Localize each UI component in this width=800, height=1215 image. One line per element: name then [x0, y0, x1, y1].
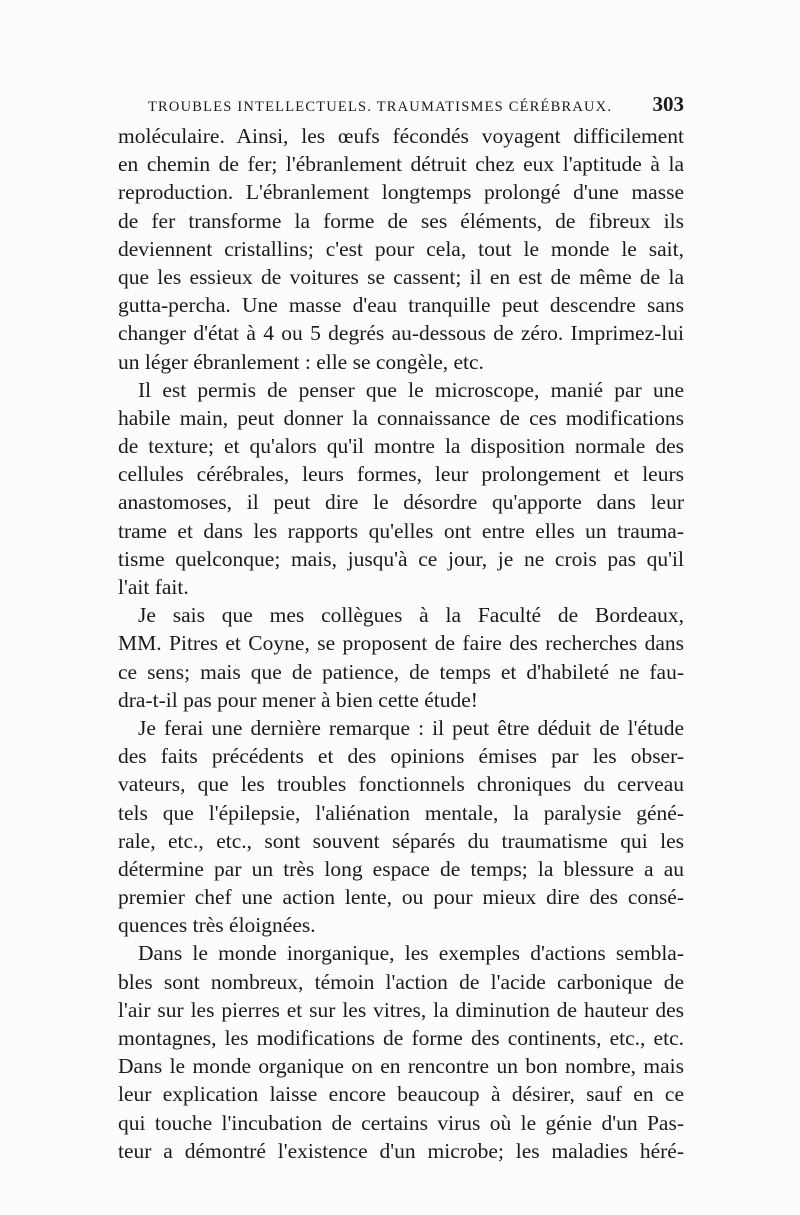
- text-line: l'ait fait.: [118, 575, 189, 599]
- paragraph: [118, 122, 684, 376]
- text-line: montagnes, les modifications de forme des continents, etc., etc.: [118, 1026, 684, 1050]
- text-line: premier chef une action lente, ou pour mieux dire des consé-: [118, 885, 684, 910]
- paragraph: [118, 714, 684, 940]
- text-line: tisme quelconque; mais, jusqu'à ce jour, je ne crois pas qu'il: [118, 546, 684, 571]
- text-line: l'air sur les pierres et sur les vitres, la diminution de hauteur des: [118, 997, 684, 1022]
- text-line: reproduction. L'ébranlement longtemps prolongé d'une masse: [118, 180, 684, 205]
- text-line: tels que l'épilepsie, l'aliénation mentale, la paralysie géné-: [118, 800, 684, 825]
- body-text: [118, 122, 684, 1165]
- text-line: que les essieux de voitures se cassent; il en est de même de la: [118, 264, 684, 289]
- text-line: trame et dans les rapports qu'elles ont entre elles un trauma-: [118, 518, 684, 543]
- text-line: qui touche l'incubation de certains virus où le génie d'un Pas-: [118, 1110, 684, 1135]
- text-line: Je ferai une dernière remarque : il peut être déduit de l'étude: [138, 715, 684, 740]
- text-line: ce sens; mais que de patience, de temps et d'habileté ne fau-: [118, 659, 684, 684]
- text-line: leur explication laisse encore beaucoup à désirer, sauf en ce: [118, 1082, 684, 1107]
- text-line: teur a démontré l'existence d'un microbe; les maladies héré-: [118, 1138, 684, 1163]
- text-line: détermine par un très long espace de temps; la blessure a au: [118, 856, 684, 881]
- running-title: TROUBLES INTELLECTUELS. TRAUMATISMES CÉRÉBRAUX.: [148, 99, 613, 115]
- paragraph: [118, 939, 684, 1165]
- text-line: un léger ébranlement : elle se congèle, etc.: [118, 349, 484, 374]
- text-line: rale, etc., etc., sont souvent séparés du traumatisme qui les: [118, 828, 684, 853]
- text-line: quences très éloignées.: [118, 913, 316, 938]
- text-line: Dans le monde organique on en rencontre un bon nombre, mais: [118, 1054, 684, 1079]
- paragraph: [118, 376, 684, 602]
- text-line: Je sais que mes collègues à la Faculté de Bordeaux,: [138, 603, 684, 628]
- text-line: bles sont nombreux, témoin l'action de l'acide carbonique de: [118, 969, 684, 994]
- text-line: dra-t-il pas pour mener à bien cette étude!: [118, 687, 478, 712]
- text-line: de fer transforme la forme de ses éléments, de fibreux ils: [118, 208, 684, 233]
- page-number: 303: [652, 92, 684, 116]
- running-header: [118, 92, 684, 119]
- text-line: deviennent cristallins; c'est pour cela, tout le monde le sait,: [118, 236, 684, 261]
- paragraph: [118, 601, 684, 714]
- text-line: changer d'état à 4 ou 5 degrés au-dessous de zéro. Imprimez-lui: [118, 321, 684, 346]
- text-line: Dans le monde inorganique, les exemples d'actions sembla-: [138, 941, 684, 966]
- text-line: gutta-percha. Une masse d'eau tranquille peut descendre sans: [118, 293, 684, 318]
- text-line: moléculaire. Ainsi, les œufs fécondés voyagent difficilement: [118, 124, 684, 148]
- text-line: anastomoses, il peut dire le désordre qu'apporte dans leur: [118, 490, 684, 515]
- text-line: des faits précédents et des opinions émises par les obser-: [118, 744, 684, 769]
- text-line: Il est permis de penser que le microscope, manié par une: [138, 377, 684, 402]
- text-line: habile main, peut donner la connaissance de ces modifications: [118, 405, 684, 430]
- text-line: MM. Pitres et Coyne, se proposent de faire des recherches dans: [118, 631, 684, 656]
- text-line: cellules cérébrales, leurs formes, leur prolongement et leurs: [118, 462, 684, 487]
- text-line: vateurs, que les troubles fonctionnels chroniques du cerveau: [118, 772, 684, 797]
- text-line: en chemin de fer; l'ébranlement détruit chez eux l'aptitude à la: [118, 152, 684, 177]
- text-line: de texture; et qu'alors qu'il montre la disposition normale des: [118, 434, 684, 459]
